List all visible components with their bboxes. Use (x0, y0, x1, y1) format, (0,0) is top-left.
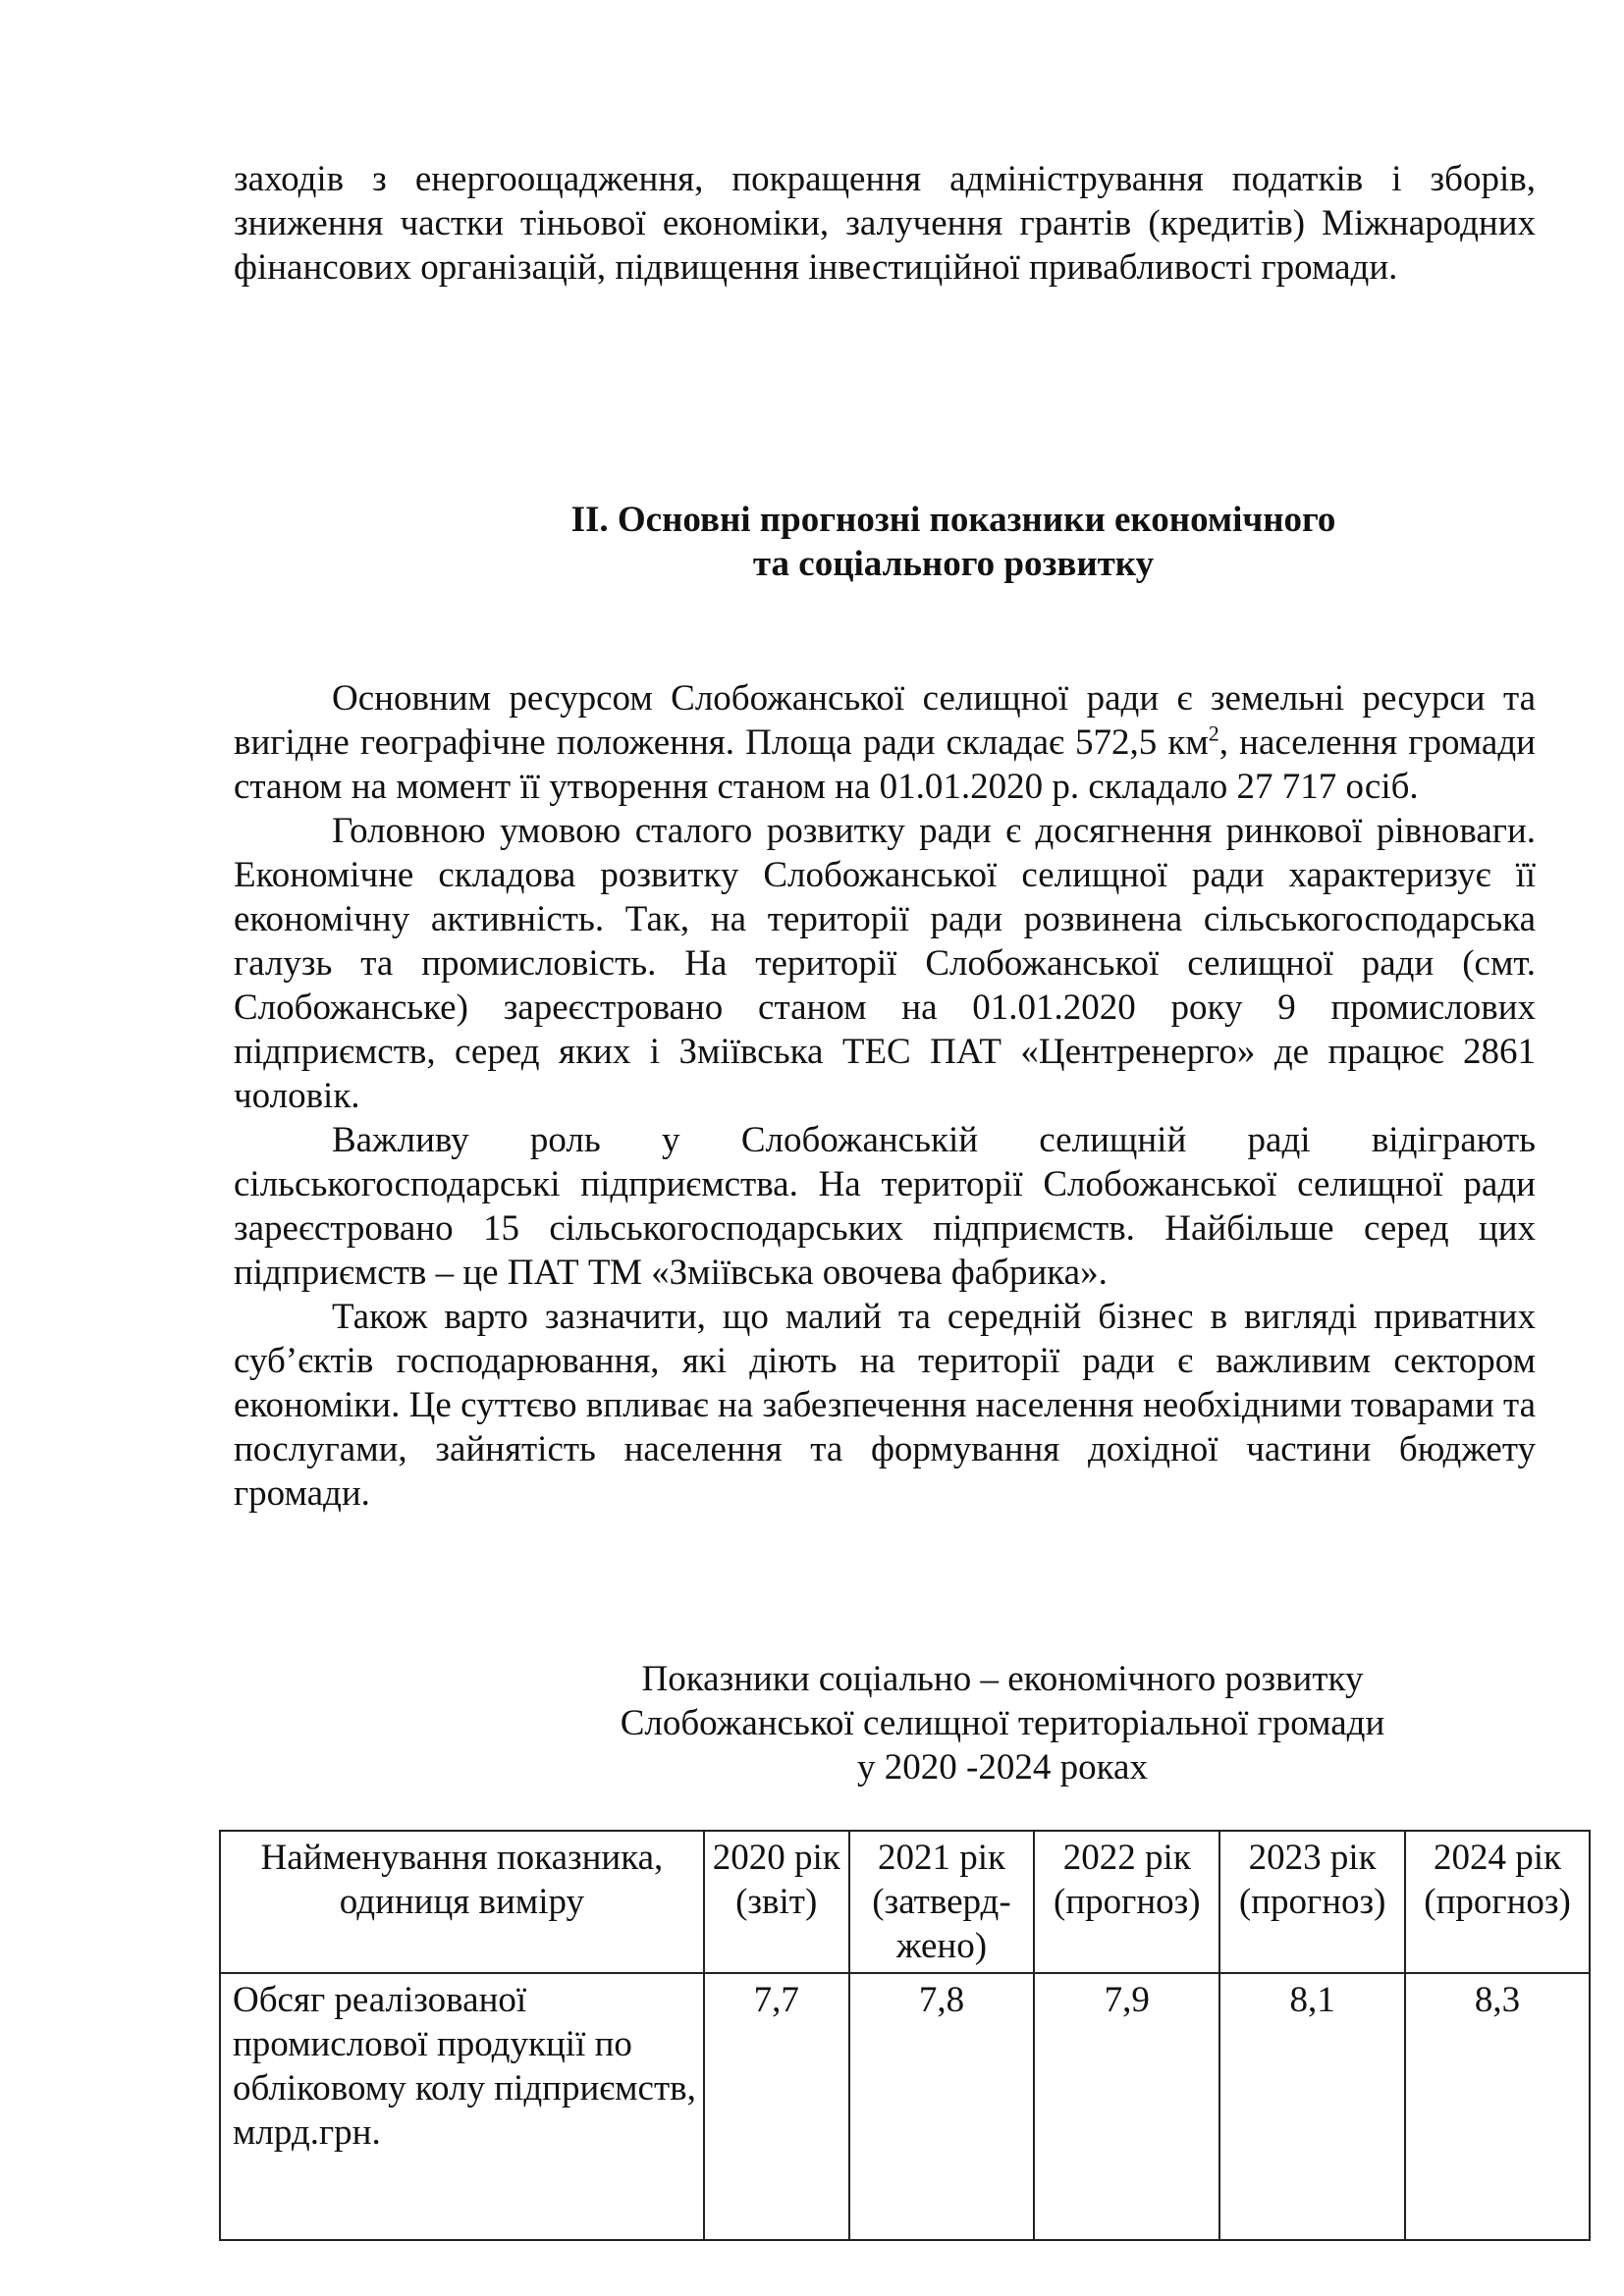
section-title (234, 498, 1536, 586)
cell-2021: 7,8 (849, 1973, 1035, 2240)
table-row (220, 1973, 1590, 2240)
header-2022: 2022 рік (прогноз) (1034, 1831, 1219, 1973)
intro-text: заходів з енергоощадження, покращення адміністрування податків і зборів, зниження частки тіньової економіки, залучення грантів (кредитів) Міжнародних фінансових організацій, підвищення інвестиційної привабливості громади. (234, 159, 1536, 288)
row-indicator-name: Обсяг реалізованої промислової продукції по обліковому колу підприємств, млрд.грн. (220, 1973, 704, 2240)
paragraph-3: Важливу роль у Слобожанській селищній раді відіграють сільськогосподарські підприємства. На території Слобожанської селищної ради зареєстровано 15 сільськогосподарських підприємств. Найбільше серед цих підприємств – це ПАТ ТМ «Зміївська овочева фабрика». (234, 1120, 1536, 1293)
table-title-line-2: Слобожанської селищної територіальної громади (620, 1703, 1385, 1743)
table-title-line-1: Показники соціально – економічного розвитку (641, 1659, 1364, 1699)
intro-paragraph (234, 157, 1536, 290)
paragraph-1-part-1: Основним ресурсом Слобожанської селищної ради є земельні ресурси та вигідне географічне положення. Площа ради складає 572,5 км (234, 678, 1536, 763)
table-header-row (220, 1831, 1590, 1973)
indicators-table (219, 1830, 1591, 2241)
header-2020: 2020 рік (звіт) (704, 1831, 849, 1973)
cell-2022: 7,9 (1034, 1973, 1219, 2240)
section-title-line-1: ІІ. Основні прогнозні показники економічного (570, 500, 1336, 540)
header-2024: 2024 рік (прогноз) (1405, 1831, 1590, 1973)
header-2021: 2021 рік (затверд-жено) (849, 1831, 1035, 1973)
paragraph-4: Також варто зазначити, що малий та середній бізнес в вигляді приватних суб’єктів господарювання, які діють на території ради є важливим сектором економіки. Це суттєво впливає на забезпечення населення необхідними товарами та послугами, зайнятість населення та формування дохідної частини бюджету громади. (234, 1297, 1536, 1514)
section-title-line-2: та соціального розвитку (752, 544, 1155, 584)
cell-2024: 8,3 (1405, 1973, 1590, 2240)
table-title (234, 1657, 1536, 1789)
paragraph-1-part-2: , населення громади станом на момент її утворення станом на 01.01.2020 р. складало 27 717 осіб. (234, 722, 1536, 807)
body-text (234, 676, 1536, 1516)
area-unit-superscript: 2 (1208, 721, 1219, 746)
cell-2020: 7,7 (704, 1973, 849, 2240)
header-2023: 2023 рік (прогноз) (1219, 1831, 1405, 1973)
table-title-line-3: у 2020 -2024 роках (857, 1747, 1148, 1788)
header-indicator-name: Найменування показника, одиниця виміру (220, 1831, 704, 1973)
paragraph-1 (234, 676, 1536, 809)
cell-2023: 8,1 (1219, 1973, 1405, 2240)
paragraph-2: Головною умовою сталого розвитку ради є досягнення ринкової рівноваги. Економічне складова розвитку Слобожанської селищної ради характеризує її економічну активність. Так, на території ради розвинена сільськогосподарська галузь та промисловість. На території Слобожанської селищної ради (смт. Слобожанське) зареєстровано станом на 01.01.2020 року 9 промислових підприємств, серед яких і Зміївська ТЕС ПАТ «Центренерго» де працює 2861 чоловік. (234, 811, 1536, 1116)
